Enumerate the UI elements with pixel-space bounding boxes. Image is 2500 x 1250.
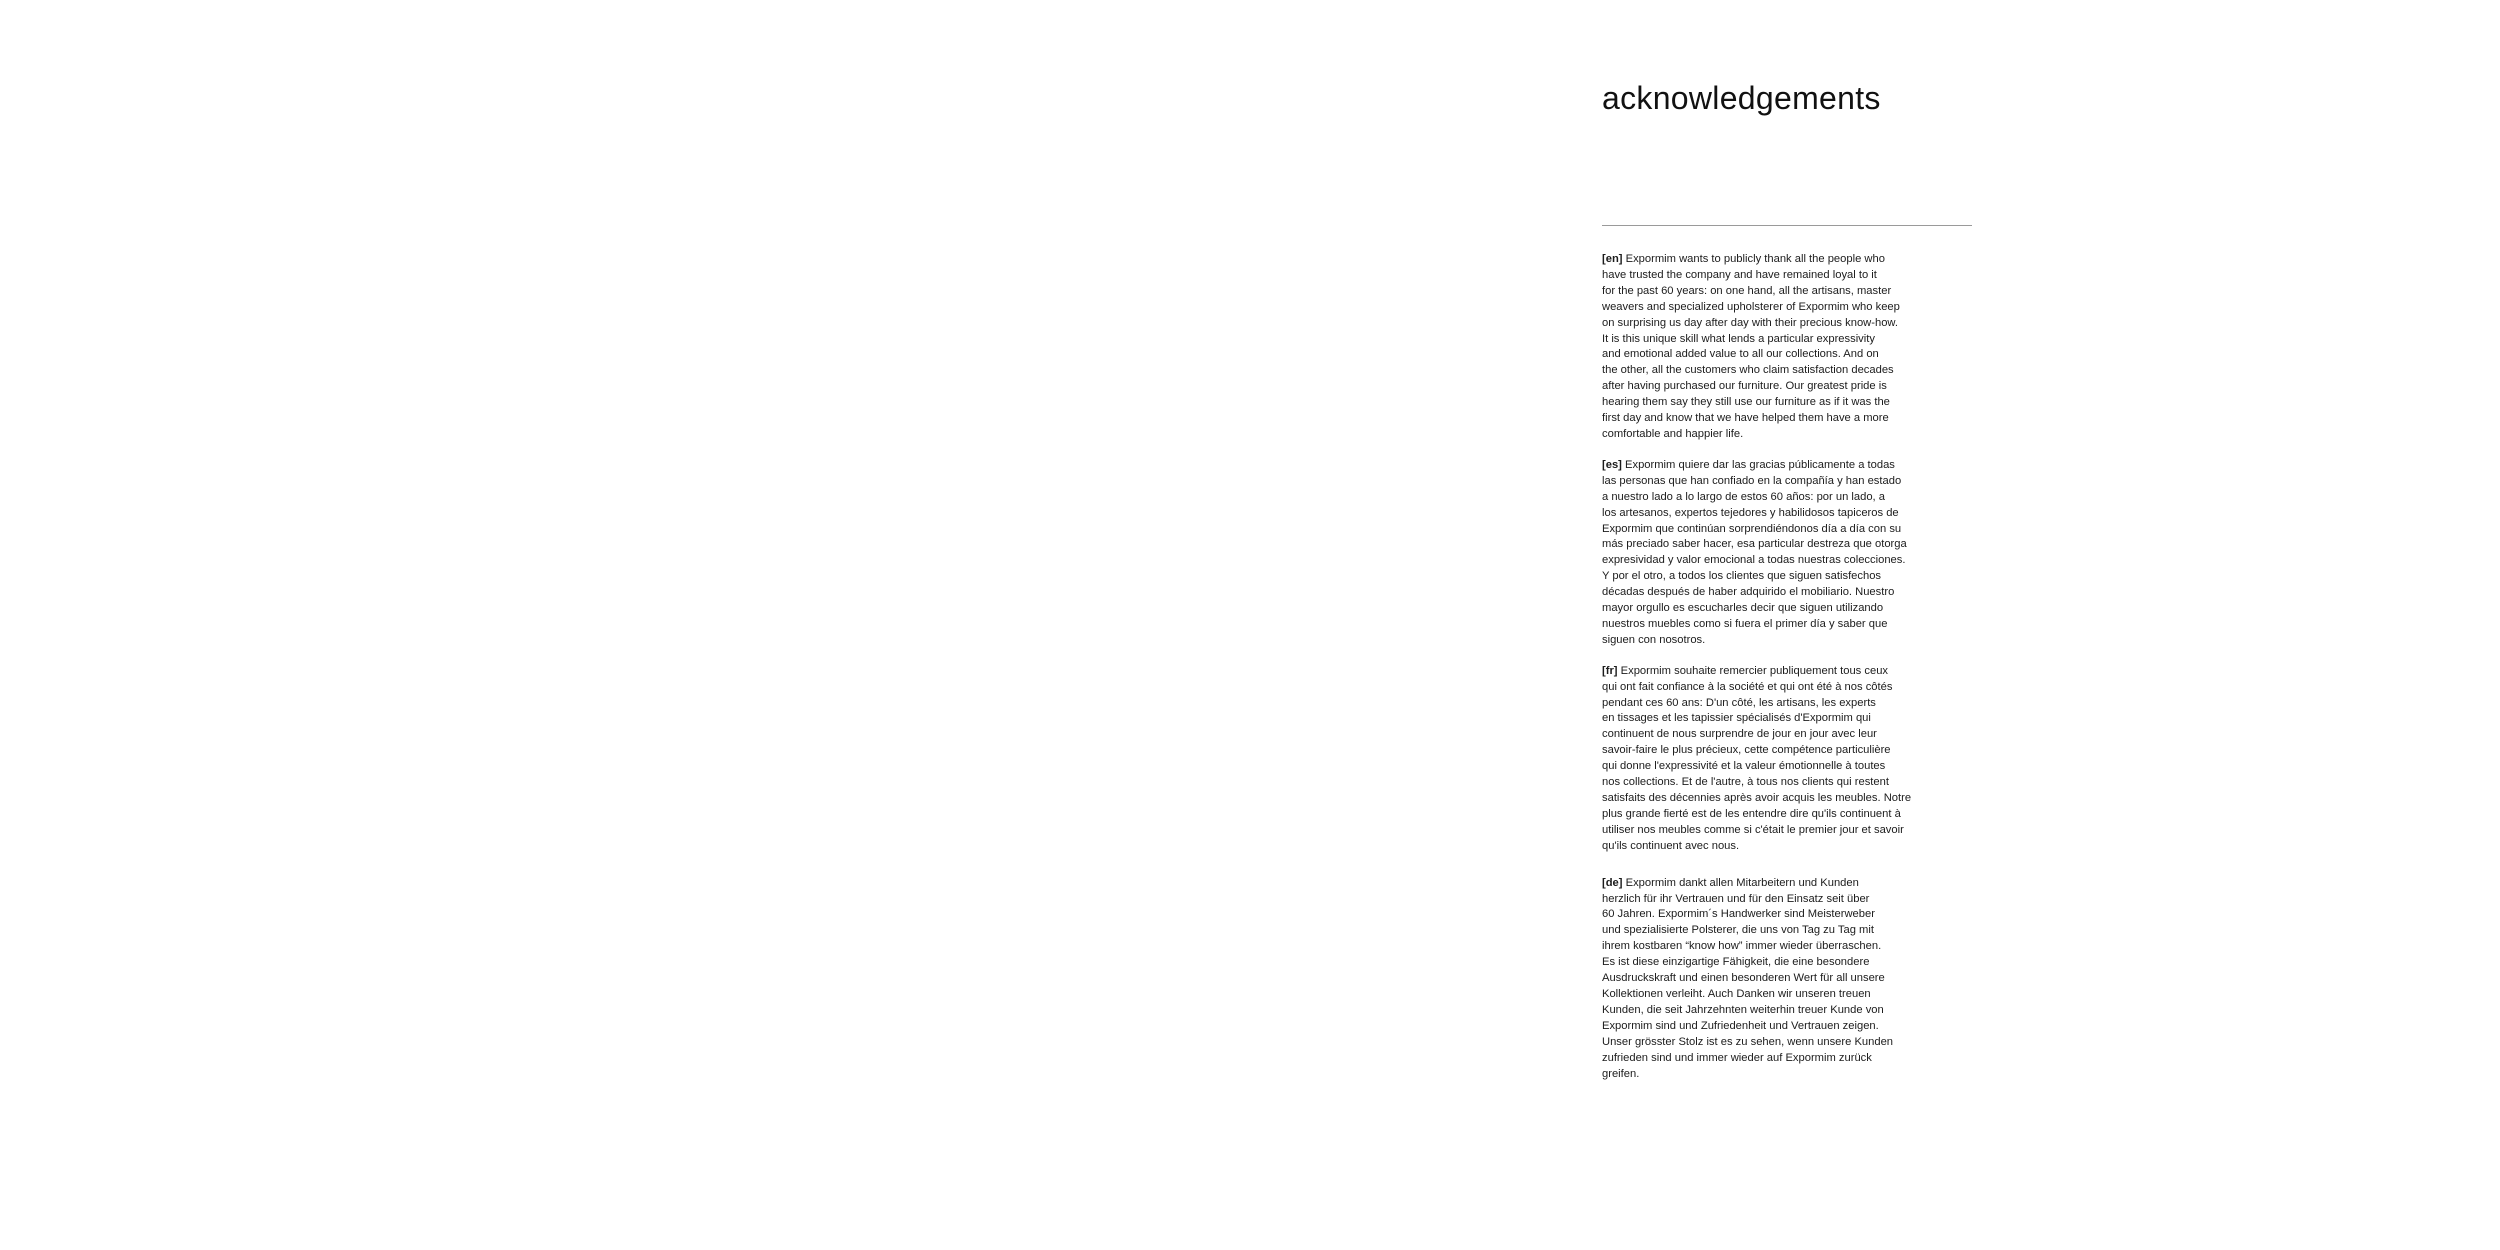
text-line: continuent de nous surprendre de jour en jour avec leur	[1602, 728, 1877, 741]
text-line: herzlich für ihr Vertrauen und für den Einsatz seit über	[1602, 892, 1870, 905]
text-line: a nuestro lado a lo largo de estos 60 años: por un lado, a	[1602, 490, 1885, 503]
text-line: have trusted the company and have remained loyal to it	[1602, 268, 1877, 281]
text-line: [de] Expormim dankt allen Mitarbeitern und Kunden	[1602, 876, 1859, 889]
text-line: [es] Expormim quiere dar las gracias públicamente a todas	[1602, 458, 1895, 471]
paragraph-fr	[1602, 664, 1947, 855]
text-line: qu'ils continuent avec nous.	[1602, 839, 1740, 852]
text-line: qui ont fait confiance à la société et qui ont été à nos côtés	[1602, 680, 1893, 693]
text-line: nuestros muebles como si fuera el primer día y saber que	[1602, 617, 1888, 630]
text-line: It is this unique skill what lends a particular expressivity	[1602, 332, 1875, 345]
text-line: savoir-faire le plus précieux, cette compétence particulière	[1602, 744, 1891, 757]
language-tag-fr: [fr]	[1602, 664, 1618, 677]
text-line: the other, all the customers who claim satisfaction decades	[1602, 364, 1894, 377]
text-line: ihrem kostbaren “know how” immer wieder überraschen.	[1602, 940, 1882, 953]
text-line: 60 Jahren. Expormim´s Handwerker sind Meisterweber	[1602, 908, 1875, 921]
text-line: on surprising us day after day with their precious know-how.	[1602, 316, 1898, 329]
language-tag-es: [es]	[1602, 458, 1622, 471]
paragraph-de	[1602, 876, 1947, 1083]
text-line: [fr] Expormim souhaite remercier publiquement tous ceux	[1602, 664, 1889, 677]
text-line: comfortable and happier life.	[1602, 427, 1744, 440]
text-line: las personas que han confiado en la compañía y han estado	[1602, 474, 1902, 487]
right-page	[1250, 0, 2500, 1250]
text-line: siguen con nosotros.	[1602, 633, 1706, 646]
divider-rule	[1602, 225, 1972, 226]
text-line: first day and know that we have helped them have a more	[1602, 412, 1889, 425]
text-line: hearing them say they still use our furniture as if it was the	[1602, 396, 1890, 409]
text-line: en tissages et les tapissier spécialisés d'Expormim qui	[1602, 712, 1871, 725]
text-line: Kunden, die seit Jahrzehnten weiterhin treuer Kunde von	[1602, 1003, 1884, 1016]
text-line: pendant ces 60 ans: D'un côté, les artisans, les experts	[1602, 696, 1876, 709]
text-line: for the past 60 years: on one hand, all the artisans, master	[1602, 284, 1892, 297]
text-line: Expormim sind und Zufriedenheit und Vertrauen zeigen.	[1602, 1019, 1879, 1032]
text-line: los artesanos, expertos tejedores y habilidosos tapiceros de	[1602, 506, 1899, 519]
text-line: nos collections. Et de l'autre, à tous nos clients qui restent	[1602, 776, 1889, 789]
paragraph-es	[1602, 458, 1947, 649]
text-line: greifen.	[1602, 1067, 1640, 1080]
text-line: satisfaits des décennies après avoir acquis les meubles. Notre	[1602, 792, 1912, 804]
text-line: and emotional added value to all our collections. And on	[1602, 348, 1879, 361]
text-line: plus grande fierté est de les entendre dire qu'ils continuent à	[1602, 807, 1901, 820]
text-line: más preciado saber hacer, esa particular destreza que otorga	[1602, 538, 1907, 551]
acknowledgements-text	[1602, 252, 1947, 1097]
text-line: weavers and specialized upholsterer of Expormim who keep	[1602, 300, 1900, 313]
language-tag-de: [de]	[1602, 876, 1623, 889]
page-title: acknowledgements	[1602, 80, 1881, 116]
text-line: expresividad y valor emocional a todas nuestras colecciones.	[1602, 554, 1906, 567]
text-line: Y por el otro, a todos los clientes que siguen satisfechos	[1602, 570, 1882, 583]
text-line: Ausdruckskraft und einen besonderen Wert für all unsere	[1602, 972, 1885, 985]
text-line: décadas después de haber adquirido el mobiliario. Nuestro	[1602, 586, 1895, 599]
text-line: Kollektionen verleiht. Auch Danken wir unseren treuen	[1602, 987, 1871, 1000]
paragraph-en	[1602, 252, 1947, 443]
text-line: after having purchased our furniture. Our greatest pride is	[1602, 380, 1887, 393]
text-line: [en] Expormim wants to publicly thank all the people who	[1602, 253, 1885, 265]
text-line: zufrieden sind und immer wieder auf Expormim zurück	[1602, 1051, 1872, 1064]
text-line: Es ist diese einzigartige Fähigkeit, die eine besondere	[1602, 956, 1870, 969]
text-line: utiliser nos meubles comme si c'était le premier jour et savoir	[1602, 823, 1904, 836]
text-line: Expormim que continúan sorprendiéndonos día a día con su	[1602, 522, 1902, 535]
text-line: Unser grösster Stolz ist es zu sehen, wenn unsere Kunden	[1602, 1035, 1894, 1048]
text-line: qui donne l'expressivité et la valeur émotionnelle à toutes	[1602, 760, 1886, 773]
language-tag-en: [en]	[1602, 253, 1623, 265]
text-line: und spezialisierte Polsterer, die uns von Tag zu Tag mit	[1602, 924, 1874, 937]
text-line: mayor orgullo es escucharles decir que siguen utilizando	[1602, 602, 1884, 615]
